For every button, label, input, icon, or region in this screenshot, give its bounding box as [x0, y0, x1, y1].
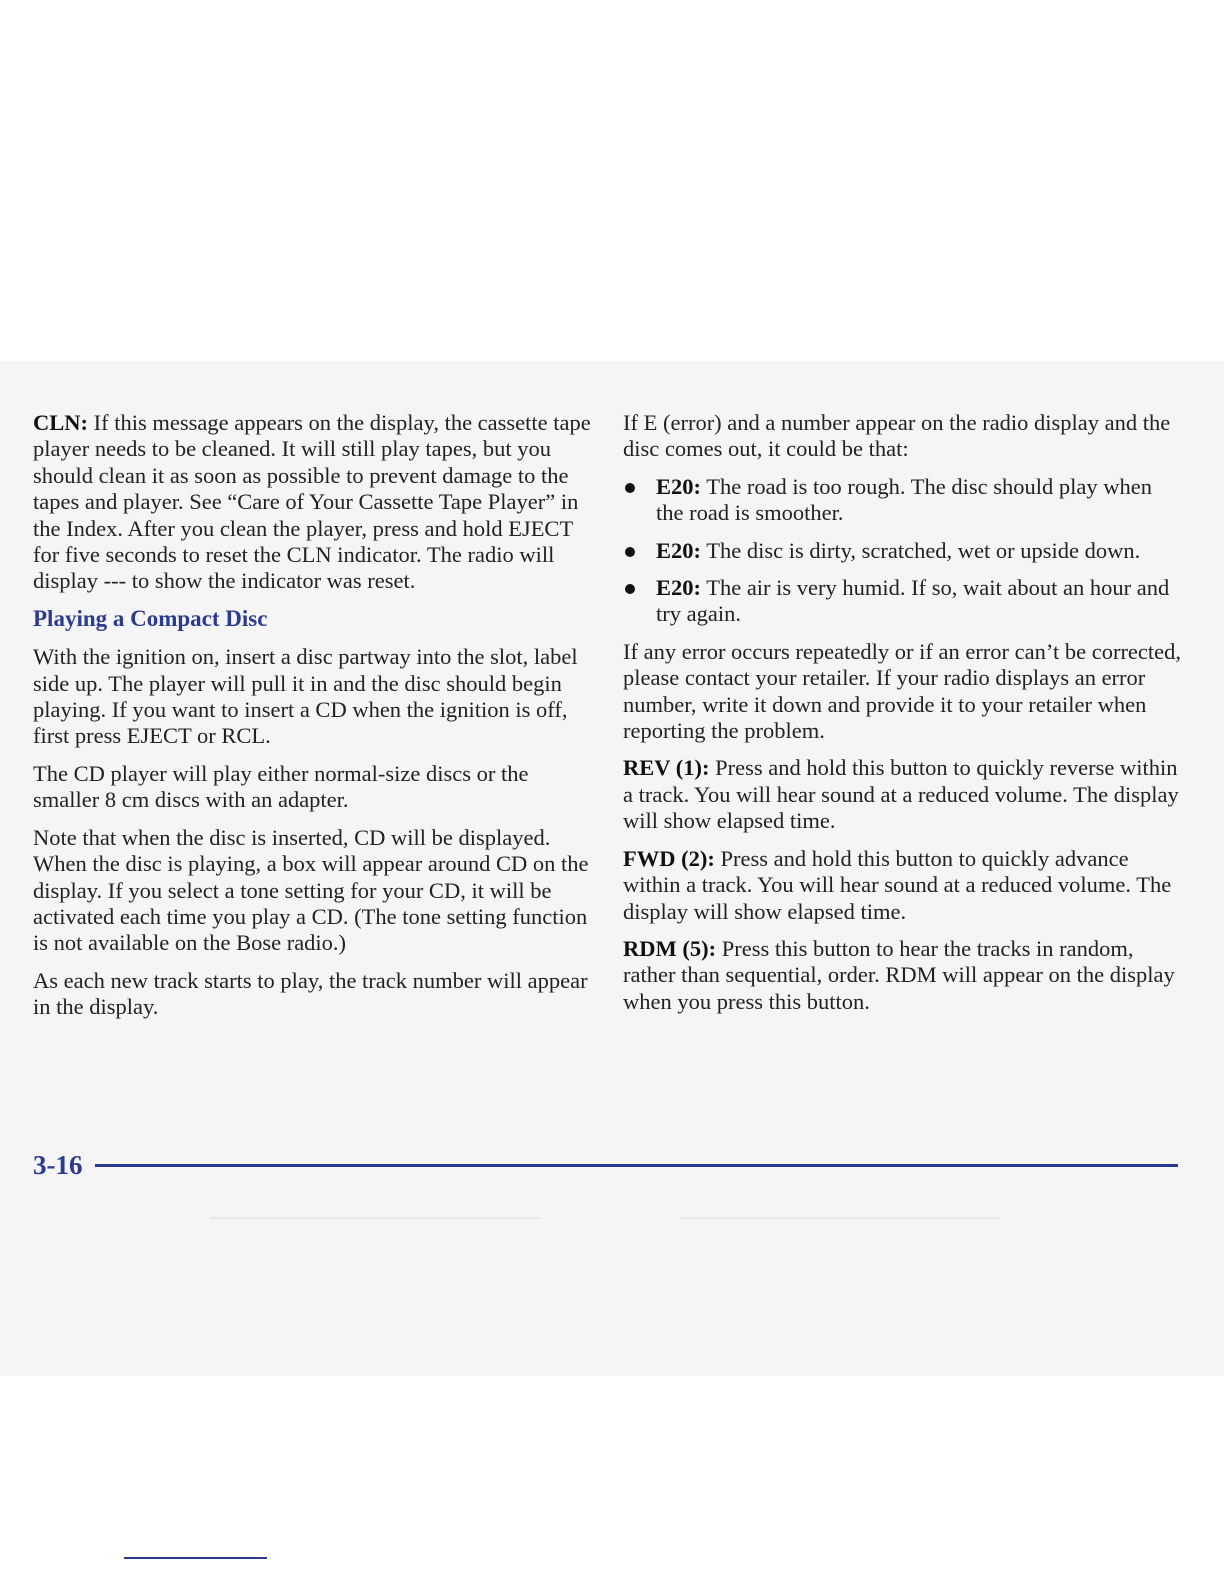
fwd-text: Press and hold this button to quickly advance within a track. You will hear sound at a reduced volume. The display will show elapsed time.: [623, 845, 1172, 924]
page-footer: [33, 1150, 1178, 1182]
fwd-label: FWD (2):: [623, 845, 715, 871]
cln-label: CLN:: [33, 410, 88, 435]
error-text: The road is too rough. The disc should play when the road is smoother.: [656, 473, 1152, 526]
list-item: [623, 474, 1183, 527]
rdm-paragraph: [623, 936, 1183, 1015]
cln-text: If this message appears on the display, the cassette tape player needs to be cleaned. It will still play tapes, but you should clean it as soon as possible to prevent damage to the tapes and player. See “Care of Your Cassette Tape Player” in the Index. After you clean the player, press and hold EJECT for five seconds to reset the CLN indicator. The radio will display --- to show the indicator was reset.: [33, 410, 591, 594]
right-column: [623, 410, 1183, 1026]
list-item: [623, 538, 1183, 564]
paragraph-disc-sizes: The CD player will play either normal-size discs or the smaller 8 cm discs with an adapter.: [33, 760, 529, 813]
paragraph-display-note: Note that when the disc is inserted, CD will be displayed. When the disc is playing, a box will appear around CD on the display. If you select a tone setting for your CD, it will be activated each time you play a CD. (The tone setting function is not available on the Bose radio.): [33, 824, 589, 956]
footer-rule: [95, 1164, 1178, 1167]
error-code: E20:: [656, 473, 701, 499]
error-note: If any error occurs repeatedly or if an error can’t be corrected, please contact your retailer. If your radio displays an error number, write it down and provide it to your retailer when reporting the problem.: [623, 638, 1182, 744]
cln-paragraph: [33, 410, 593, 595]
faint-divider: [210, 1217, 540, 1219]
paragraph-insert-disc: With the ignition on, insert a disc partway into the slot, label side up. The player will pull it in and the disc should begin playing. If you want to insert a CD when the ignition is off, first press EJECT or RCL.: [33, 644, 578, 749]
error-intro: If E (error) and a number appear on the radio display and the disc comes out, it could be that:: [623, 410, 1171, 462]
rev-label: REV (1):: [623, 755, 710, 781]
paragraph-track-number: As each new track starts to play, the track number will appear in the display.: [33, 967, 588, 1020]
faint-divider: [680, 1217, 1000, 1219]
rev-paragraph: [623, 755, 1183, 834]
bullet-icon: [625, 483, 635, 493]
bottom-rule: [124, 1557, 267, 1559]
rdm-label: RDM (5):: [623, 935, 717, 961]
bullet-icon: [625, 547, 635, 557]
rdm-text: Press this button to hear the tracks in random, rather than sequential, order. RDM will appear on the display when you press this button.: [623, 935, 1175, 1014]
left-column: [33, 410, 593, 1032]
rev-text: Press and hold this button to quickly reverse within a track. You will hear sound at a reduced volume. The display will show elapsed time.: [623, 755, 1179, 834]
error-code: E20:: [656, 537, 701, 563]
page-number: 3-16: [33, 1150, 83, 1180]
error-text: The disc is dirty, scratched, wet or upside down.: [701, 537, 1141, 563]
error-list: [623, 474, 1183, 628]
section-heading: Playing a Compact Disc: [33, 605, 268, 631]
error-code: E20:: [656, 575, 701, 601]
list-item: [623, 575, 1183, 628]
fwd-paragraph: [623, 846, 1183, 925]
error-text: The air is very humid. If so, wait about an hour and try again.: [656, 575, 1170, 627]
bullet-icon: [625, 584, 635, 594]
